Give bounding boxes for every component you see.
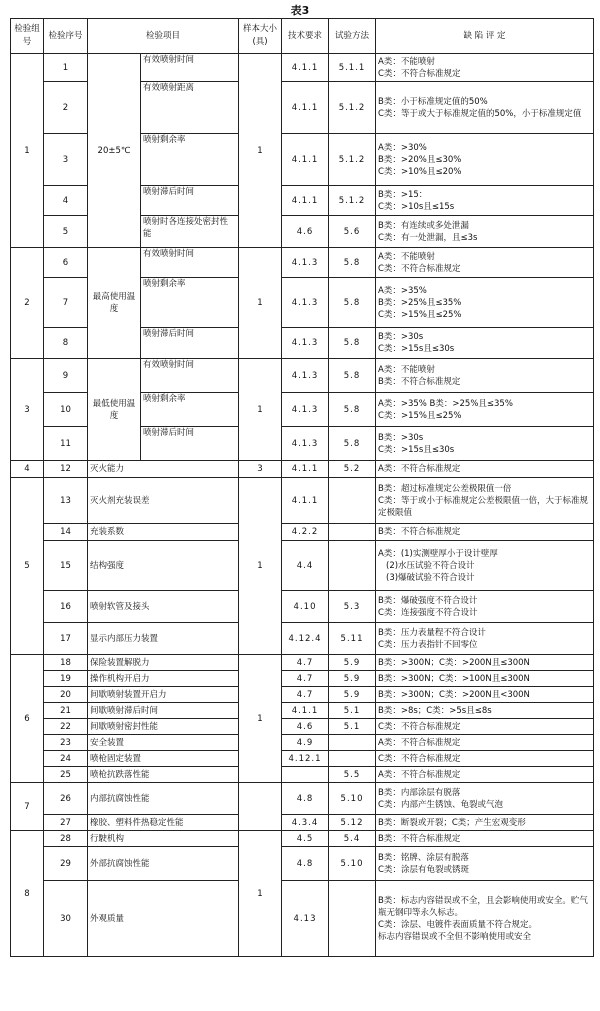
req-cell: 4.1.3 (282, 427, 329, 461)
table-row (11, 541, 594, 591)
defect-line: B类：内部涂层有脱落 (378, 787, 461, 798)
req-cell: 4.1.1 (282, 703, 329, 719)
item-cell: 喷枪固定装置 (88, 751, 239, 767)
item-cell: 喷射滞后时间 (141, 328, 239, 359)
table-row (11, 751, 594, 767)
table-row (11, 703, 594, 719)
defect-line: B类：标志内容错误或不全，且会影响使用或安全。贮气瓶无钢印等永久标志。 (378, 895, 588, 918)
method-cell: 5.12 (329, 815, 376, 831)
defect-line: B类：不符合标准规定 (378, 527, 461, 537)
table-title: 表3 (290, 4, 310, 17)
seq-cell: 16 (44, 591, 88, 623)
req-cell: 4.1.1 (282, 82, 329, 134)
item-cell: 喷射软管及接头 (88, 591, 239, 623)
defect-cell (376, 54, 594, 82)
defect-cell (376, 831, 594, 847)
item-cell: 灭火能力 (88, 461, 239, 478)
method-cell: 5.1.2 (329, 186, 376, 216)
method-cell: 5.9 (329, 687, 376, 703)
table-row (11, 524, 594, 541)
table-row (11, 655, 594, 671)
item-cell: 保险装置解脱力 (88, 655, 239, 671)
table-row (11, 735, 594, 751)
table-row (11, 359, 594, 393)
defect-cell (376, 216, 594, 248)
seq-cell: 9 (44, 359, 88, 393)
seq-cell: 30 (44, 881, 88, 957)
req-cell: 4.12.4 (282, 623, 329, 655)
req-cell: 4.1.3 (282, 359, 329, 393)
defect-line: C类：不符合标准规定 (378, 753, 461, 764)
defect-cell (376, 478, 594, 524)
header-seq: 检验序号 (44, 19, 88, 54)
defect-cell (376, 524, 594, 541)
method-cell: 5.9 (329, 655, 376, 671)
seq-cell: 20 (44, 687, 88, 703)
defect-line: A类：不符合标准规定 (378, 464, 461, 474)
defect-line: C类：连接强度不符合设计 (378, 607, 478, 618)
defect-line: C类：不符合标准规定 (378, 721, 461, 732)
req-cell: 4.1.1 (282, 54, 329, 82)
method-cell: 5.1 (329, 703, 376, 719)
seq-cell: 6 (44, 248, 88, 278)
defect-cell (376, 82, 594, 134)
table-row (11, 478, 594, 524)
defect-line: 标志内容错误或不全但不影响使用或安全 (378, 931, 532, 942)
sample-cell: 1 (239, 359, 282, 461)
defect-line: B类：爆破强度不符合设计 (378, 595, 478, 606)
seq-cell: 10 (44, 393, 88, 427)
defect-line: B类：不符合标准规定 (378, 833, 461, 844)
item-cell: 有效喷射时间 (141, 248, 239, 278)
defect-cell (376, 655, 594, 671)
group-cell: 5 (11, 478, 44, 655)
defect-line: A类：不能喷射 (378, 251, 435, 262)
req-cell: 4.1.1 (282, 134, 329, 186)
table-row (11, 767, 594, 783)
req-cell: 4.1.3 (282, 278, 329, 328)
defect-line: C类：压力表指针不回零位 (378, 639, 478, 650)
seq-cell: 26 (44, 783, 88, 815)
method-cell: 5.8 (329, 248, 376, 278)
defect-line: B类：>25%且≤35% (378, 297, 462, 308)
item-cell: 喷射滞后时间 (141, 186, 239, 216)
item-cell: 安全装置 (88, 735, 239, 751)
condition-cell: 最高使用温度 (88, 248, 141, 359)
group-cell: 2 (11, 248, 44, 359)
table-row (11, 719, 594, 735)
seq-cell: 22 (44, 719, 88, 735)
seq-cell: 8 (44, 328, 88, 359)
defect-line: (3)爆破试验不符合设计 (386, 572, 475, 583)
seq-cell: 18 (44, 655, 88, 671)
seq-cell: 23 (44, 735, 88, 751)
req-cell: 4.5 (282, 831, 329, 847)
defect-cell (376, 783, 594, 815)
method-cell: 5.10 (329, 783, 376, 815)
defect-cell (376, 359, 594, 393)
group-cell: 1 (11, 54, 44, 248)
defect-line: C类：>15s且≤30s (378, 444, 455, 455)
defect-line: A类：不符合标准规定 (378, 769, 461, 780)
defect-line: B类：不符合标准规定 (378, 376, 461, 387)
defect-cell (376, 328, 594, 359)
method-cell: 5.9 (329, 671, 376, 687)
table-row (11, 783, 594, 815)
defect-line: C类：>15s且≤30s (378, 344, 455, 354)
method-cell: 5.5 (329, 767, 376, 783)
defect-cell (376, 623, 594, 655)
header-defect: 缺 陷 评 定 (376, 19, 594, 54)
req-cell: 4.13 (282, 881, 329, 957)
table-row (11, 815, 594, 831)
defect-cell (376, 703, 594, 719)
seq-cell: 11 (44, 427, 88, 461)
seq-cell: 15 (44, 541, 88, 591)
defect-line: A类：>35% B类：>25%且≤35% (378, 398, 513, 409)
header-method: 试验方法 (329, 19, 376, 54)
table-row (11, 461, 594, 478)
item-cell: 喷射剩余率 (141, 393, 239, 427)
method-cell: 5.6 (329, 216, 376, 248)
table-row (11, 623, 594, 655)
defect-line: B类：>30s (378, 432, 424, 443)
method-cell: 5.3 (329, 591, 376, 623)
defect-line: B类：>300N；C类：>200N且≤300N (378, 657, 530, 668)
req-cell: 4.1.3 (282, 248, 329, 278)
table-row (11, 687, 594, 703)
defect-line: (2)水压试验不符合设计 (386, 560, 475, 571)
defect-line: B类：>20%且≤30% (378, 154, 462, 165)
seq-cell: 4 (44, 186, 88, 216)
req-cell: 4.1.1 (282, 478, 329, 524)
defect-cell (376, 248, 594, 278)
item-cell: 结构强度 (88, 541, 239, 591)
method-cell (329, 478, 376, 524)
item-cell: 间歇喷射密封性能 (88, 719, 239, 735)
req-cell: 4.7 (282, 687, 329, 703)
seq-cell: 5 (44, 216, 88, 248)
item-cell: 有效喷射距离 (141, 82, 239, 134)
sample-cell: 1 (239, 478, 282, 655)
method-cell: 5.1.1 (329, 54, 376, 82)
defect-cell (376, 767, 594, 783)
req-cell: 4.6 (282, 719, 329, 735)
sample-cell: 3 (239, 461, 282, 478)
defect-cell (376, 815, 594, 831)
method-cell (329, 735, 376, 751)
method-cell: 5.4 (329, 831, 376, 847)
defect-cell (376, 735, 594, 751)
defect-line: B类：有连续或多处泄漏 (378, 220, 469, 231)
req-cell: 4.1.1 (282, 186, 329, 216)
seq-cell: 13 (44, 478, 88, 524)
condition-cell: 最低使用温度 (88, 359, 141, 461)
defect-line: C类：等于或大于标准规定值的50%，小于标准规定值 (378, 108, 582, 119)
table-row (11, 248, 594, 278)
defect-line: B类：>8s；C类：>5s且≤8s (378, 705, 492, 716)
method-cell: 5.8 (329, 393, 376, 427)
defect-line: C类：等于或小于标准规定公差极限值一倍，大于标准规定极限值 (378, 495, 588, 518)
header-sample: 样本大小(具) (239, 19, 282, 54)
defect-line: C类：涂层有龟裂或锈斑 (378, 864, 469, 875)
item-cell: 内部抗腐蚀性能 (88, 783, 239, 815)
defect-line: C类：>15%且≤25% (378, 309, 462, 320)
item-cell: 操作机构开启力 (88, 671, 239, 687)
item-cell: 灭火剂充装误差 (88, 478, 239, 524)
method-cell: 5.8 (329, 359, 376, 393)
method-cell (329, 881, 376, 957)
req-cell: 4.1.3 (282, 328, 329, 359)
defect-line: B类：超过标准规定公差极限值一倍 (378, 483, 512, 494)
item-cell: 行駛机构 (88, 831, 239, 847)
seq-cell: 25 (44, 767, 88, 783)
req-cell: 4.12.1 (282, 751, 329, 767)
defect-line: B类：压力表量程不符合设计 (378, 627, 486, 638)
item-cell: 喷射剩余率 (141, 278, 239, 328)
seq-cell: 29 (44, 847, 88, 881)
req-cell: 4.7 (282, 655, 329, 671)
sample-cell: 1 (239, 54, 282, 248)
defect-cell (376, 541, 594, 591)
sample-cell: 1 (239, 831, 282, 957)
header-group: 检验组号 (11, 19, 44, 54)
req-cell: 4.4 (282, 541, 329, 591)
method-cell: 5.8 (329, 328, 376, 359)
seq-cell: 12 (44, 461, 88, 478)
table-row (11, 591, 594, 623)
req-cell: 4.8 (282, 783, 329, 815)
req-cell: 4.2.2 (282, 524, 329, 541)
table-row (11, 54, 594, 82)
item-cell: 喷射时各连接处密封性能 (141, 216, 239, 248)
method-cell: 5.8 (329, 427, 376, 461)
method-cell: 5.1 (329, 719, 376, 735)
defect-cell (376, 847, 594, 881)
defect-cell (376, 687, 594, 703)
defect-line: B类：>300N；C类：>100N且≤300N (378, 673, 530, 684)
defect-cell (376, 751, 594, 767)
group-cell: 4 (11, 461, 44, 478)
method-cell (329, 541, 376, 591)
defect-line: A类：不能喷射 (378, 56, 435, 67)
req-cell: 4.8 (282, 847, 329, 881)
seq-cell: 1 (44, 54, 88, 82)
defect-line: C类：内部产生锈蚀、龟裂或气泡 (378, 799, 503, 810)
item-cell: 显示内部压力装置 (88, 623, 239, 655)
req-cell: 4.9 (282, 735, 329, 751)
req-cell: 4.3.4 (282, 815, 329, 831)
seq-cell: 21 (44, 703, 88, 719)
method-cell (329, 751, 376, 767)
item-cell: 喷射剩余率 (141, 134, 239, 186)
defect-line: C类：不符合标准规定 (378, 263, 461, 274)
seq-cell: 19 (44, 671, 88, 687)
defect-cell (376, 461, 594, 478)
item-cell: 间歇喷射装置开启力 (88, 687, 239, 703)
req-cell: 4.6 (282, 216, 329, 248)
defect-line: C类：不符合标准规定 (378, 68, 461, 79)
req-cell (282, 767, 329, 783)
defect-line: B类：小于标准规定值的50% (378, 96, 488, 107)
defect-line: A类：不符合标准规定 (378, 737, 461, 748)
table-row (11, 671, 594, 687)
seq-cell: 3 (44, 134, 88, 186)
table-row (11, 847, 594, 881)
method-cell: 5.11 (329, 623, 376, 655)
group-cell: 8 (11, 831, 44, 957)
defect-line: A类：>30% (378, 142, 427, 153)
seq-cell: 28 (44, 831, 88, 847)
method-cell: 5.10 (329, 847, 376, 881)
item-cell: 外观质量 (88, 881, 239, 957)
defect-line: A类：不能喷射 (378, 364, 435, 375)
seq-cell: 14 (44, 524, 88, 541)
req-cell: 4.10 (282, 591, 329, 623)
defect-cell (376, 881, 594, 957)
header-row (11, 19, 594, 54)
defect-cell (376, 671, 594, 687)
method-cell: 5.1.2 (329, 134, 376, 186)
defect-cell (376, 393, 594, 427)
item-cell: 有效喷射时间 (141, 54, 239, 82)
req-cell: 4.7 (282, 671, 329, 687)
defect-line: B类：>30s (378, 332, 424, 342)
defect-line: B类：断裂或开裂；C类；产生宏观变形 (378, 817, 526, 828)
defect-line: C类：>10%且≤20% (378, 166, 462, 177)
defect-cell (376, 186, 594, 216)
sample-cell: 1 (239, 655, 282, 783)
header-req: 技术要求 (282, 19, 329, 54)
req-cell: 4.1.3 (282, 393, 329, 427)
defect-cell (376, 591, 594, 623)
method-cell: 5.1.2 (329, 82, 376, 134)
group-cell: 6 (11, 655, 44, 783)
group-cell: 3 (11, 359, 44, 461)
group-cell: 7 (11, 783, 44, 831)
item-cell: 有效喷射时间 (141, 359, 239, 393)
item-cell: 间歇喷射滞后时间 (88, 703, 239, 719)
seq-cell: 27 (44, 815, 88, 831)
defect-line: A类：>35% (378, 285, 427, 296)
defect-cell (376, 134, 594, 186)
defect-cell (376, 278, 594, 328)
seq-cell: 17 (44, 623, 88, 655)
defect-line: B类：铭牌、涂层有脱落 (378, 852, 469, 863)
sample-cell (239, 783, 282, 831)
method-cell: 5.2 (329, 461, 376, 478)
defect-line: C类：>10s且≤15s (378, 201, 455, 212)
defect-line: C类：>15%且≤25% (378, 410, 462, 421)
item-cell: 外部抗腐蚀性能 (88, 847, 239, 881)
req-cell: 4.1.1 (282, 461, 329, 478)
defect-cell (376, 427, 594, 461)
defect-line: C类：涂层、电镀件表面质量不符合规定。 (378, 919, 537, 930)
item-cell: 喷枪抗跌落性能 (88, 767, 239, 783)
defect-line: B类：>15： (378, 189, 428, 200)
header-item: 检验项目 (88, 19, 239, 54)
seq-cell: 24 (44, 751, 88, 767)
condition-cell: 20±5℃ (88, 54, 141, 248)
defect-line: A类：(1)实测壁厚小于设计壁厚 (378, 548, 498, 559)
table-row (11, 881, 594, 957)
seq-cell: 7 (44, 278, 88, 328)
method-cell (329, 524, 376, 541)
item-cell: 橡胶、塑料件热稳定性能 (88, 815, 239, 831)
inspection-table (10, 18, 594, 957)
defect-line: B类：>300N；C类：>200N且<300N (378, 689, 530, 700)
seq-cell: 2 (44, 82, 88, 134)
item-cell: 充装系数 (88, 524, 239, 541)
item-cell: 喷射滞后时间 (141, 427, 239, 461)
defect-line: C类：有一处泄漏，且≤3s (378, 232, 478, 243)
method-cell: 5.8 (329, 278, 376, 328)
sample-cell: 1 (239, 248, 282, 359)
table-row (11, 831, 594, 847)
defect-cell (376, 719, 594, 735)
